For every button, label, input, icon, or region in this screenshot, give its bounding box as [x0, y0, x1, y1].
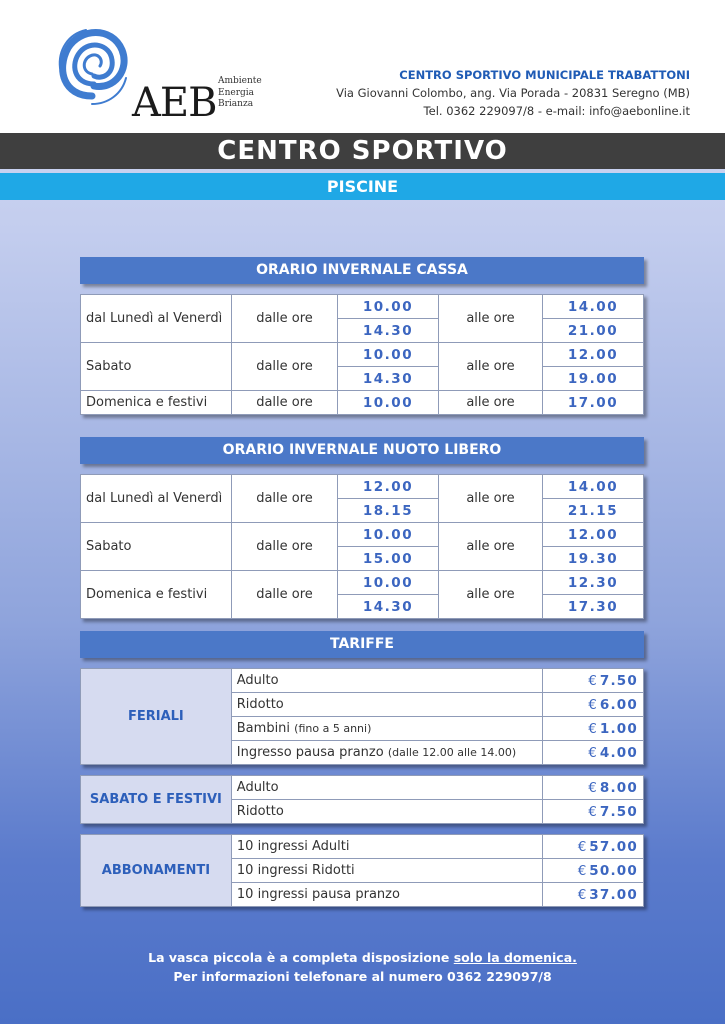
tariff-price [543, 741, 644, 765]
label-text: 10 ingressi Adulti [236, 839, 350, 854]
swirl-logo-icon [52, 20, 132, 120]
tariff-label [231, 669, 542, 693]
euro-sign: € [588, 803, 597, 820]
footer-line-2: Per informazioni telefonare al numero 0362 229097/8 [173, 969, 552, 984]
tariff-category: SABATO E FESTIVI [81, 776, 232, 824]
day-label: Sabato [81, 343, 232, 391]
euro-sign: € [588, 720, 597, 737]
contact-block [336, 66, 690, 120]
tariff-label [231, 859, 542, 883]
price-value: 6.00 [599, 696, 638, 713]
euro-sign: € [577, 838, 587, 855]
price-value: 50.00 [589, 862, 638, 879]
subtitle-band [0, 173, 725, 200]
price-value: 7.50 [599, 672, 638, 689]
start-time: 10.00 [338, 523, 439, 547]
euro-sign: € [588, 744, 597, 761]
start-time: 12.00 [338, 475, 439, 499]
aeb-logo [52, 20, 282, 126]
tariff-price [543, 717, 644, 741]
tariff-price [543, 669, 644, 693]
end-time: 19.30 [543, 547, 644, 571]
tariff-table-sabato [80, 775, 644, 824]
euro-sign: € [577, 886, 587, 903]
label-text: Adulto [236, 780, 279, 795]
end-time: 12.00 [543, 523, 644, 547]
label-text: Ridotto [236, 804, 284, 819]
end-time: 12.30 [543, 571, 644, 595]
end-time: 14.00 [543, 295, 644, 319]
table-row [81, 475, 644, 499]
price-value: 8.00 [599, 779, 638, 796]
euro-sign: € [577, 862, 587, 879]
end-time: 17.30 [543, 595, 644, 619]
logo-abbrev: AEB [132, 80, 217, 126]
cassa-heading: ORARIO INVERNALE CASSA [80, 257, 644, 284]
phone-email: Tel. 0362 229097/8 - e-mail: info@aebonline.it [423, 104, 690, 118]
tariff-price [543, 776, 644, 800]
from-label: dalle ore [232, 475, 338, 523]
footer-text: La vasca piccola è a completa disposizione [148, 950, 450, 965]
price-value: 1.00 [599, 720, 638, 737]
end-time: 19.00 [543, 367, 644, 391]
tariff-label [231, 800, 542, 824]
tariff-label [231, 835, 542, 859]
tariff-price [543, 693, 644, 717]
to-label: alle ore [439, 391, 543, 415]
tariff-category: FERIALI [81, 669, 232, 765]
label-text: Ridotto [236, 697, 284, 712]
price-value: 7.50 [599, 803, 638, 820]
to-label: alle ore [439, 523, 543, 571]
start-time: 18.15 [338, 499, 439, 523]
table-row [81, 776, 644, 800]
tariff-category: ABBONAMENTI [81, 835, 232, 907]
start-time: 15.00 [338, 547, 439, 571]
table-row [81, 391, 644, 415]
end-time: 17.00 [543, 391, 644, 415]
euro-sign: € [588, 672, 597, 689]
address: Via Giovanni Colombo, ang. Via Porada - 20831 Seregno (MB) [336, 86, 690, 100]
tariff-price [543, 883, 644, 907]
table-row [81, 295, 644, 319]
tariff-label [231, 693, 542, 717]
tariff-price [543, 859, 644, 883]
footer-emphasis: solo la domenica. [453, 950, 577, 965]
table-row [81, 523, 644, 547]
from-label: dalle ore [232, 343, 338, 391]
from-label: dalle ore [232, 523, 338, 571]
from-label: dalle ore [232, 391, 338, 415]
logo-word: Brianza [218, 99, 254, 109]
footer-note [0, 948, 725, 986]
tariff-table-feriali [80, 668, 644, 765]
table-row [81, 835, 644, 859]
start-time: 14.30 [338, 595, 439, 619]
table-row [81, 571, 644, 595]
cassa-table [80, 294, 644, 415]
nuoto-heading: ORARIO INVERNALE NUOTO LIBERO [80, 437, 644, 464]
page-subtitle: PISCINE [326, 177, 399, 196]
start-time: 14.30 [338, 319, 439, 343]
tariff-price [543, 800, 644, 824]
label-text: Adulto [236, 673, 279, 688]
to-label: alle ore [439, 475, 543, 523]
org-name: CENTRO SPORTIVO MUNICIPALE TRABATTONI [399, 68, 690, 82]
header [0, 0, 725, 133]
to-label: alle ore [439, 343, 543, 391]
start-time: 10.00 [338, 391, 439, 415]
tariff-price [543, 835, 644, 859]
table-row [81, 343, 644, 367]
end-time: 21.00 [543, 319, 644, 343]
tariff-label [231, 776, 542, 800]
day-label: Sabato [81, 523, 232, 571]
tariff-label [231, 741, 542, 765]
table-row [81, 669, 644, 693]
tariff-label [231, 883, 542, 907]
label-text: 10 ingressi Ridotti [236, 863, 355, 878]
end-time: 12.00 [543, 343, 644, 367]
logo-words [218, 76, 262, 111]
end-time: 14.00 [543, 475, 644, 499]
label-text: Ingresso pausa pranzo [236, 745, 384, 760]
day-label: dal Lunedì al Venerdì [81, 475, 232, 523]
footer-line-1 [0, 948, 725, 967]
day-label: dal Lunedì al Venerdì [81, 295, 232, 343]
start-time: 14.30 [338, 367, 439, 391]
tariff-label [231, 717, 542, 741]
price-value: 4.00 [599, 744, 638, 761]
label-text: 10 ingressi pausa pranzo [236, 887, 400, 902]
label-note: (fino a 5 anni) [294, 722, 372, 735]
price-value: 57.00 [589, 838, 638, 855]
tariff-table-abbonamenti [80, 834, 644, 907]
title-band [0, 133, 725, 169]
day-label: Domenica e festivi [81, 571, 232, 619]
start-time: 10.00 [338, 295, 439, 319]
euro-sign: € [588, 696, 597, 713]
logo-word: Ambiente [218, 76, 262, 86]
to-label: alle ore [439, 571, 543, 619]
logo-word: Energia [218, 87, 254, 98]
start-time: 10.00 [338, 571, 439, 595]
label-note: (dalle 12.00 alle 14.00) [387, 746, 517, 759]
page-title: CENTRO SPORTIVO [217, 136, 508, 166]
to-label: alle ore [439, 295, 543, 343]
day-label: Domenica e festivi [81, 391, 232, 415]
from-label: dalle ore [232, 571, 338, 619]
from-label: dalle ore [232, 295, 338, 343]
end-time: 21.15 [543, 499, 644, 523]
start-time: 10.00 [338, 343, 439, 367]
euro-sign: € [588, 779, 597, 796]
nuoto-table [80, 474, 644, 619]
tariffe-heading: TARIFFE [80, 631, 644, 658]
label-text: Bambini [236, 721, 291, 736]
price-value: 37.00 [589, 886, 638, 903]
